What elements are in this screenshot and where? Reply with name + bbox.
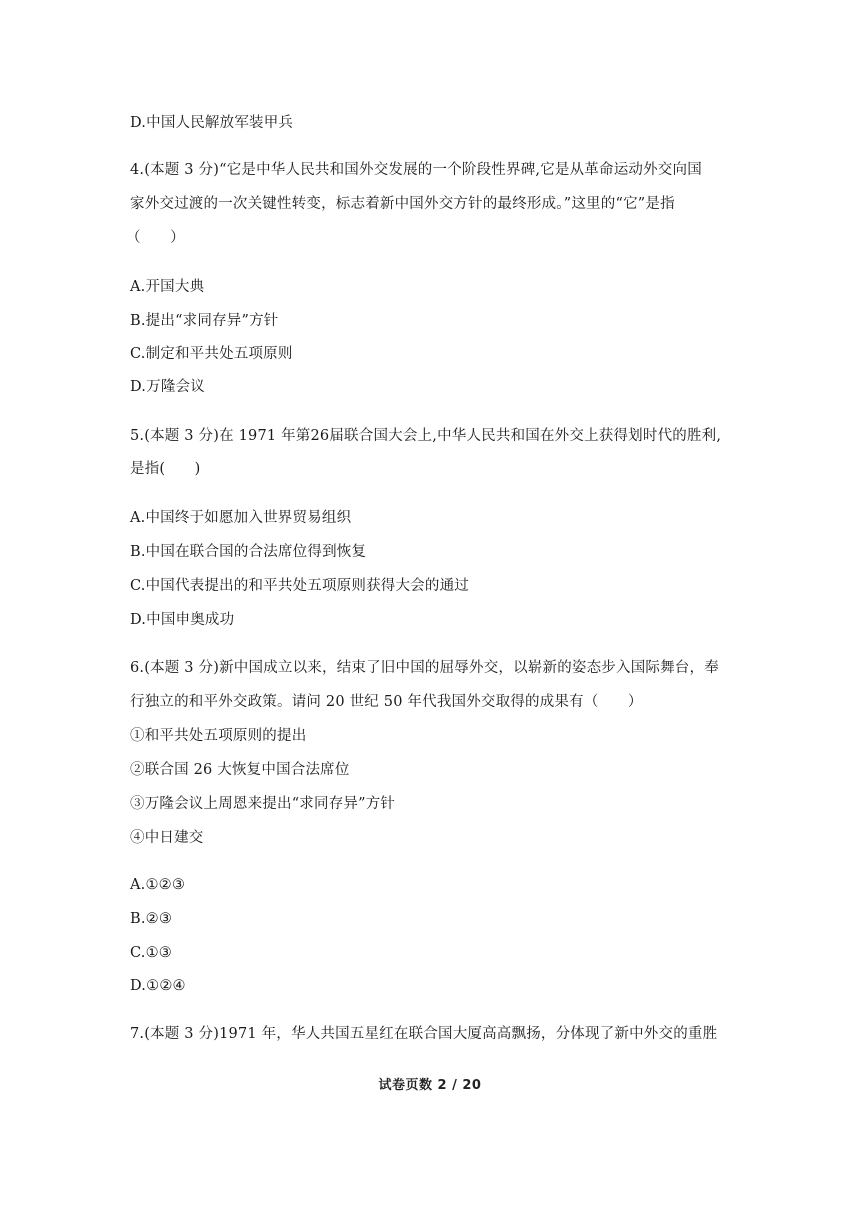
q4-option-a: A.开国大典 — [130, 279, 205, 295]
q6-statement-4: ④中日建交 — [130, 830, 204, 846]
q5-option-d: D.中国申奥成功 — [130, 612, 235, 628]
q5-option-b: B.中国在联合国的合法席位得到恢复 — [130, 544, 367, 560]
q6-statement-3: ③万隆会议上周恩来提出“求同存异”方针 — [130, 796, 396, 812]
q6-option-b: B.②③ — [130, 911, 173, 927]
q5-stem-line-2: 是指( ) — [130, 461, 201, 477]
q6-option-c: C.①③ — [130, 945, 172, 961]
q6-option-a: A.①②③ — [130, 877, 186, 893]
page-number-footer: 试卷页数 2 / 20 — [378, 1078, 482, 1093]
q4-option-c: C.制定和平共处五项原则 — [130, 346, 293, 362]
q5-stem-line-1: 5.(本题 3 分)在 1971 年第26届联合国大会上,中华人民共和国在外交上获得划时代的胜利, — [130, 428, 722, 444]
q4-stem-line-2: 家外交过渡的一次关键性转变，标志着新中国外交方针的最终形成。”这里的“它”是指 — [130, 196, 675, 212]
q4-option-b: B.提出“求同存异”方针 — [130, 313, 279, 329]
q4-option-d: D.万隆会议 — [130, 379, 205, 395]
q7-stem-line-1: 7.(本题 3 分)1971 年，华人共国五星红在联合国大厦高高飘扬，分体现了新中外交的重胜 — [130, 1026, 718, 1042]
q6-statement-1: ①和平共处五项原则的提出 — [130, 728, 307, 744]
q4-stem-line-3: （ ） — [126, 230, 185, 246]
q6-stem-line-2: 行独立的和平外交政策。请问 20 世纪 50 年代我国外交取得的成果有（ ） — [130, 694, 643, 710]
q6-option-d: D.①②④ — [130, 978, 186, 994]
q5-option-c: C.中国代表提出的和平共处五项原则获得大会的通过 — [130, 578, 469, 594]
q3-option-d: D.中国人民解放军装甲兵 — [130, 115, 294, 131]
q6-statement-2: ②联合国 26 大恢复中国合法席位 — [130, 762, 350, 778]
q5-option-a: A.中国终于如愿加入世界贸易组织 — [130, 510, 352, 526]
q6-stem-line-1: 6.(本题 3 分)新中国成立以来，结束了旧中国的屈辱外交，以崭新的姿态步入国际舞台，奉 — [130, 660, 719, 676]
q4-stem-line-1: 4.(本题 3 分)“它是中华人民共和国外交发展的一个阶段性界碑,它是从革命运动外交向国 — [130, 162, 702, 178]
